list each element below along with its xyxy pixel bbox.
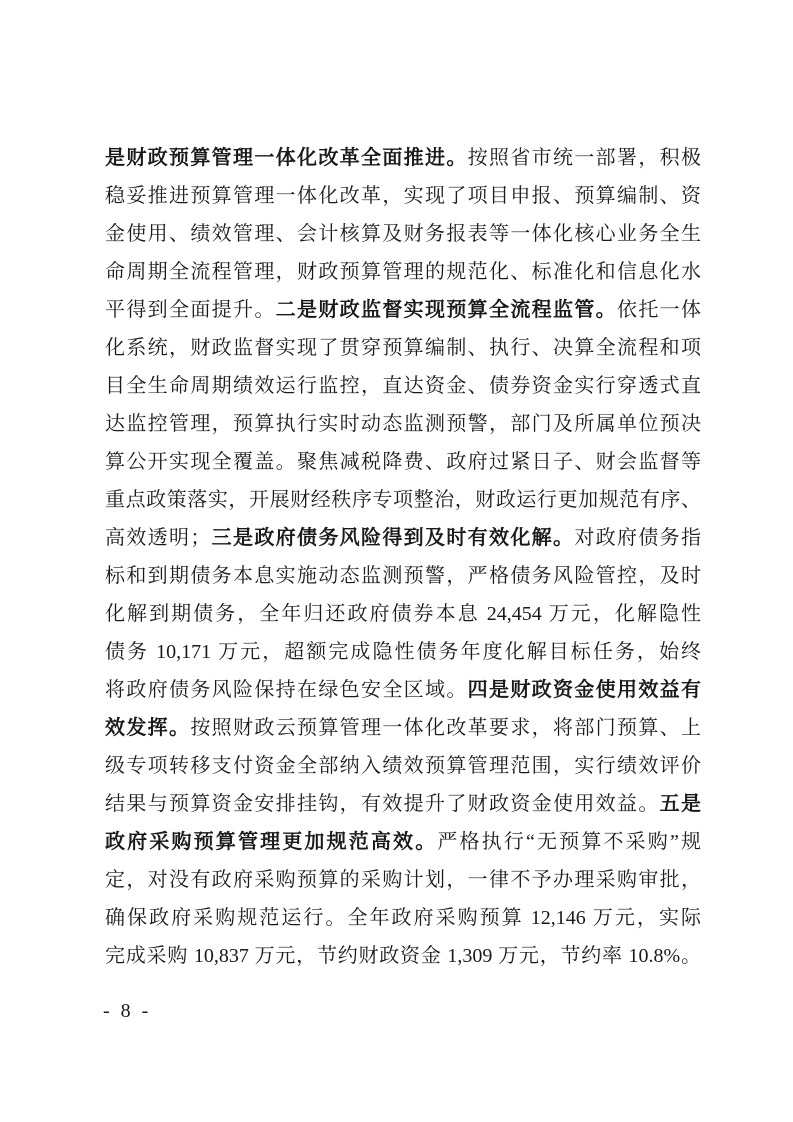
text-line (105, 899, 701, 937)
text-line (105, 633, 701, 671)
text-line (105, 291, 701, 329)
text-segment: 定，对没有政府采购预算的采购计划，一律不予办理采购审批， (105, 869, 701, 891)
text-segment: 高效透明； (105, 527, 211, 549)
text-line (105, 747, 701, 785)
text-segment: 按照财政云预算管理一体化改革要求，将部门预算、上 (190, 717, 701, 739)
bold-heading-segment: 效发挥。 (105, 717, 191, 739)
text-segment: 结果与预算资金安排挂钩，有效提升了财政资金使用效益。 (105, 793, 660, 815)
text-line (105, 443, 701, 481)
text-segment: 按照省市统一部署，积极 (467, 147, 701, 169)
text-segment: 算公开实现全覆盖。聚焦减税降费、政府过紧日子、财会监督等 (105, 451, 701, 473)
text-segment: 级专项转移支付资金全部纳入绩效预算管理范围，实行绩效评价 (105, 755, 701, 777)
text-segment: 严格执行“无预算不采购”规 (437, 831, 701, 853)
text-segment: 目全生命周期绩效运行监控，直达资金、债券资金实行穿透式直 (105, 375, 701, 397)
bold-heading-segment: 三是政府债务风险得到及时有效化解。 (210, 527, 575, 549)
bold-heading-segment: 政府采购预算管理更加规范高效。 (105, 831, 438, 853)
text-segment: 化系统，财政监督实现了贯穿预算编制、执行、决算全流程和项 (105, 337, 701, 359)
text-segment: 对政府债务指 (574, 527, 701, 549)
text-segment: 金使用、绩效管理、会计核算及财务报表等一体化核心业务全生 (105, 223, 701, 245)
text-segment: 平得到全面提升。 (105, 299, 276, 321)
text-line (105, 177, 701, 215)
text-segment: 将政府债务风险保持在绿色安全区域。 (105, 679, 468, 701)
text-line (105, 671, 701, 709)
text-segment: 依托一体 (617, 299, 701, 321)
body-paragraph (105, 139, 701, 975)
text-line (105, 405, 701, 443)
text-line (105, 557, 701, 595)
text-line (105, 785, 701, 823)
text-segment: 确保政府采购规范运行。全年政府采购预算 12,146 万元，实际 (105, 907, 701, 929)
text-segment: 达监控管理，预算执行实时动态监测预警，部门及所属单位预决 (105, 413, 701, 435)
bold-heading-segment: 四是财政资金使用效益有 (467, 679, 701, 701)
text-segment: 完成采购 10,837 万元，节约财政资金 1,309 万元，节约率 10.8%。 (105, 945, 701, 967)
bold-heading-segment: 是财政预算管理一体化改革全面推进。 (105, 147, 468, 169)
text-segment: 命周期全流程管理，财政预算管理的规范化、标准化和信息化水 (105, 261, 701, 283)
text-segment: 重点政策落实，开展财经秩序专项整治，财政运行更加规范有序、 (105, 489, 701, 511)
text-line (105, 481, 701, 519)
text-line (105, 595, 701, 633)
text-line (105, 253, 701, 291)
text-line (105, 139, 701, 177)
text-line (105, 519, 701, 557)
text-segment: 债务 10,171 万元，超额完成隐性债务年度化解目标任务，始终 (105, 641, 701, 663)
text-segment: 标和到期债务本息实施动态监测预警，严格债务风险管控，及时 (105, 565, 701, 587)
page-number: - 8 - (103, 1000, 152, 1022)
bold-heading-segment: 二是财政监督实现预算全流程监管。 (275, 299, 618, 321)
text-line (105, 823, 701, 861)
bold-heading-segment: 五是 (659, 793, 701, 815)
text-line (105, 215, 701, 253)
text-line (105, 367, 701, 405)
text-line (105, 937, 701, 975)
text-line (105, 861, 701, 899)
text-segment: 稳妥推进预算管理一体化改革，实现了项目申报、预算编制、资 (105, 185, 701, 207)
text-line (105, 329, 701, 367)
text-line (105, 709, 701, 747)
text-segment: 化解到期债务，全年归还政府债券本息 24,454 万元，化解隐性 (105, 603, 701, 625)
